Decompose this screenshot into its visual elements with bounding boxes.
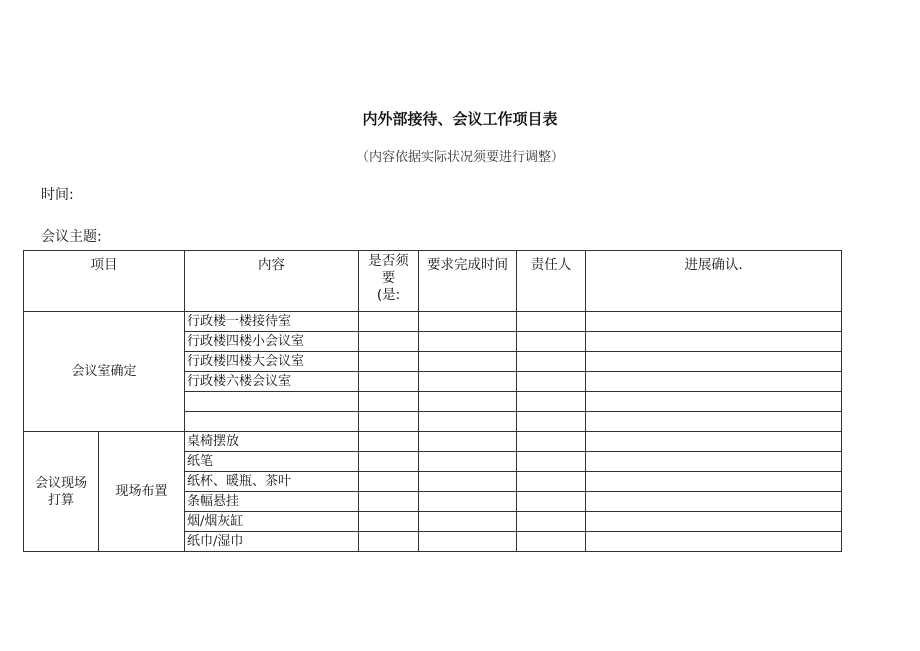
item-cell: 行政楼四楼大会议室 [185, 352, 359, 372]
required-cell[interactable] [359, 492, 419, 512]
deadline-cell[interactable] [419, 352, 517, 372]
owner-cell[interactable] [517, 472, 586, 492]
progress-cell[interactable] [586, 412, 842, 432]
progress-cell[interactable] [586, 512, 842, 532]
item-cell: 条幅悬挂 [185, 492, 359, 512]
item-cell: 纸杯、暖瓶、茶叶 [185, 472, 359, 492]
required-cell[interactable] [359, 352, 419, 372]
header-required-line3: (是: [376, 287, 401, 303]
progress-cell[interactable] [586, 332, 842, 352]
progress-cell[interactable] [586, 492, 842, 512]
deadline-cell[interactable] [419, 372, 517, 392]
required-cell[interactable] [359, 532, 419, 552]
required-cell[interactable] [359, 432, 419, 452]
item-cell [185, 412, 359, 432]
item-cell: 纸巾/湿巾 [185, 532, 359, 552]
required-cell[interactable] [359, 512, 419, 532]
required-cell[interactable] [359, 472, 419, 492]
progress-cell[interactable] [586, 352, 842, 372]
owner-cell[interactable] [517, 392, 586, 412]
deadline-cell[interactable] [419, 412, 517, 432]
deadline-cell[interactable] [419, 452, 517, 472]
required-cell[interactable] [359, 412, 419, 432]
required-cell[interactable] [359, 372, 419, 392]
owner-cell[interactable] [517, 312, 586, 332]
document-subtitle: （内容依据实际状况须要进行调整） [355, 150, 564, 165]
header-owner: 责任人 [517, 251, 586, 312]
item-cell: 行政楼四楼小会议室 [185, 332, 359, 352]
deadline-cell[interactable] [419, 432, 517, 452]
owner-cell[interactable] [517, 492, 586, 512]
required-cell[interactable] [359, 332, 419, 352]
header-required-line2: 要 [381, 270, 396, 286]
owner-cell[interactable] [517, 432, 586, 452]
required-cell[interactable] [359, 452, 419, 472]
progress-cell[interactable] [586, 392, 842, 412]
progress-cell[interactable] [586, 432, 842, 452]
header-content: 内容 [185, 251, 359, 312]
work-items-table [23, 250, 842, 552]
header-deadline: 要求完成时间 [419, 251, 517, 312]
item-cell: 行政楼六楼会议室 [185, 372, 359, 392]
section-onsite-prep-line1: 会议现场 [34, 475, 87, 491]
deadline-cell[interactable] [419, 492, 517, 512]
deadline-cell[interactable] [419, 512, 517, 532]
document-title: 内外部接待、会议工作项目表 [362, 110, 558, 128]
required-cell[interactable] [359, 312, 419, 332]
deadline-cell[interactable] [419, 472, 517, 492]
progress-cell[interactable] [586, 452, 842, 472]
owner-cell[interactable] [517, 512, 586, 532]
deadline-cell[interactable] [419, 392, 517, 412]
progress-cell[interactable] [586, 472, 842, 492]
header-progress: 进展确认. [586, 251, 842, 312]
header-project: 项目 [24, 251, 185, 312]
item-cell [185, 392, 359, 412]
owner-cell[interactable] [517, 352, 586, 372]
table-row [24, 432, 842, 452]
item-cell: 桌椅摆放 [185, 432, 359, 452]
header-required [359, 251, 419, 312]
owner-cell[interactable] [517, 412, 586, 432]
item-cell: 纸笔 [185, 452, 359, 472]
progress-cell[interactable] [586, 372, 842, 392]
owner-cell[interactable] [517, 372, 586, 392]
section-onsite-prep [24, 432, 99, 552]
meeting-topic-label: 会议主题: [41, 229, 102, 245]
time-field-label: 时间: [41, 187, 74, 203]
progress-cell[interactable] [586, 532, 842, 552]
section-onsite-prep-line2: 打算 [47, 492, 74, 508]
owner-cell[interactable] [517, 332, 586, 352]
required-cell[interactable] [359, 392, 419, 412]
item-cell: 行政楼一楼接待室 [185, 312, 359, 332]
item-cell: 烟/烟灰缸 [185, 512, 359, 532]
owner-cell[interactable] [517, 532, 586, 552]
progress-cell[interactable] [586, 312, 842, 332]
owner-cell[interactable] [517, 452, 586, 472]
subsection-onsite-layout: 现场布置 [99, 432, 185, 552]
header-required-line1: 是否须 [368, 253, 409, 269]
deadline-cell[interactable] [419, 332, 517, 352]
table-header-row [24, 251, 842, 312]
deadline-cell[interactable] [419, 532, 517, 552]
section-meeting-room: 会议室确定 [24, 312, 185, 432]
table-row [24, 312, 842, 332]
deadline-cell[interactable] [419, 312, 517, 332]
